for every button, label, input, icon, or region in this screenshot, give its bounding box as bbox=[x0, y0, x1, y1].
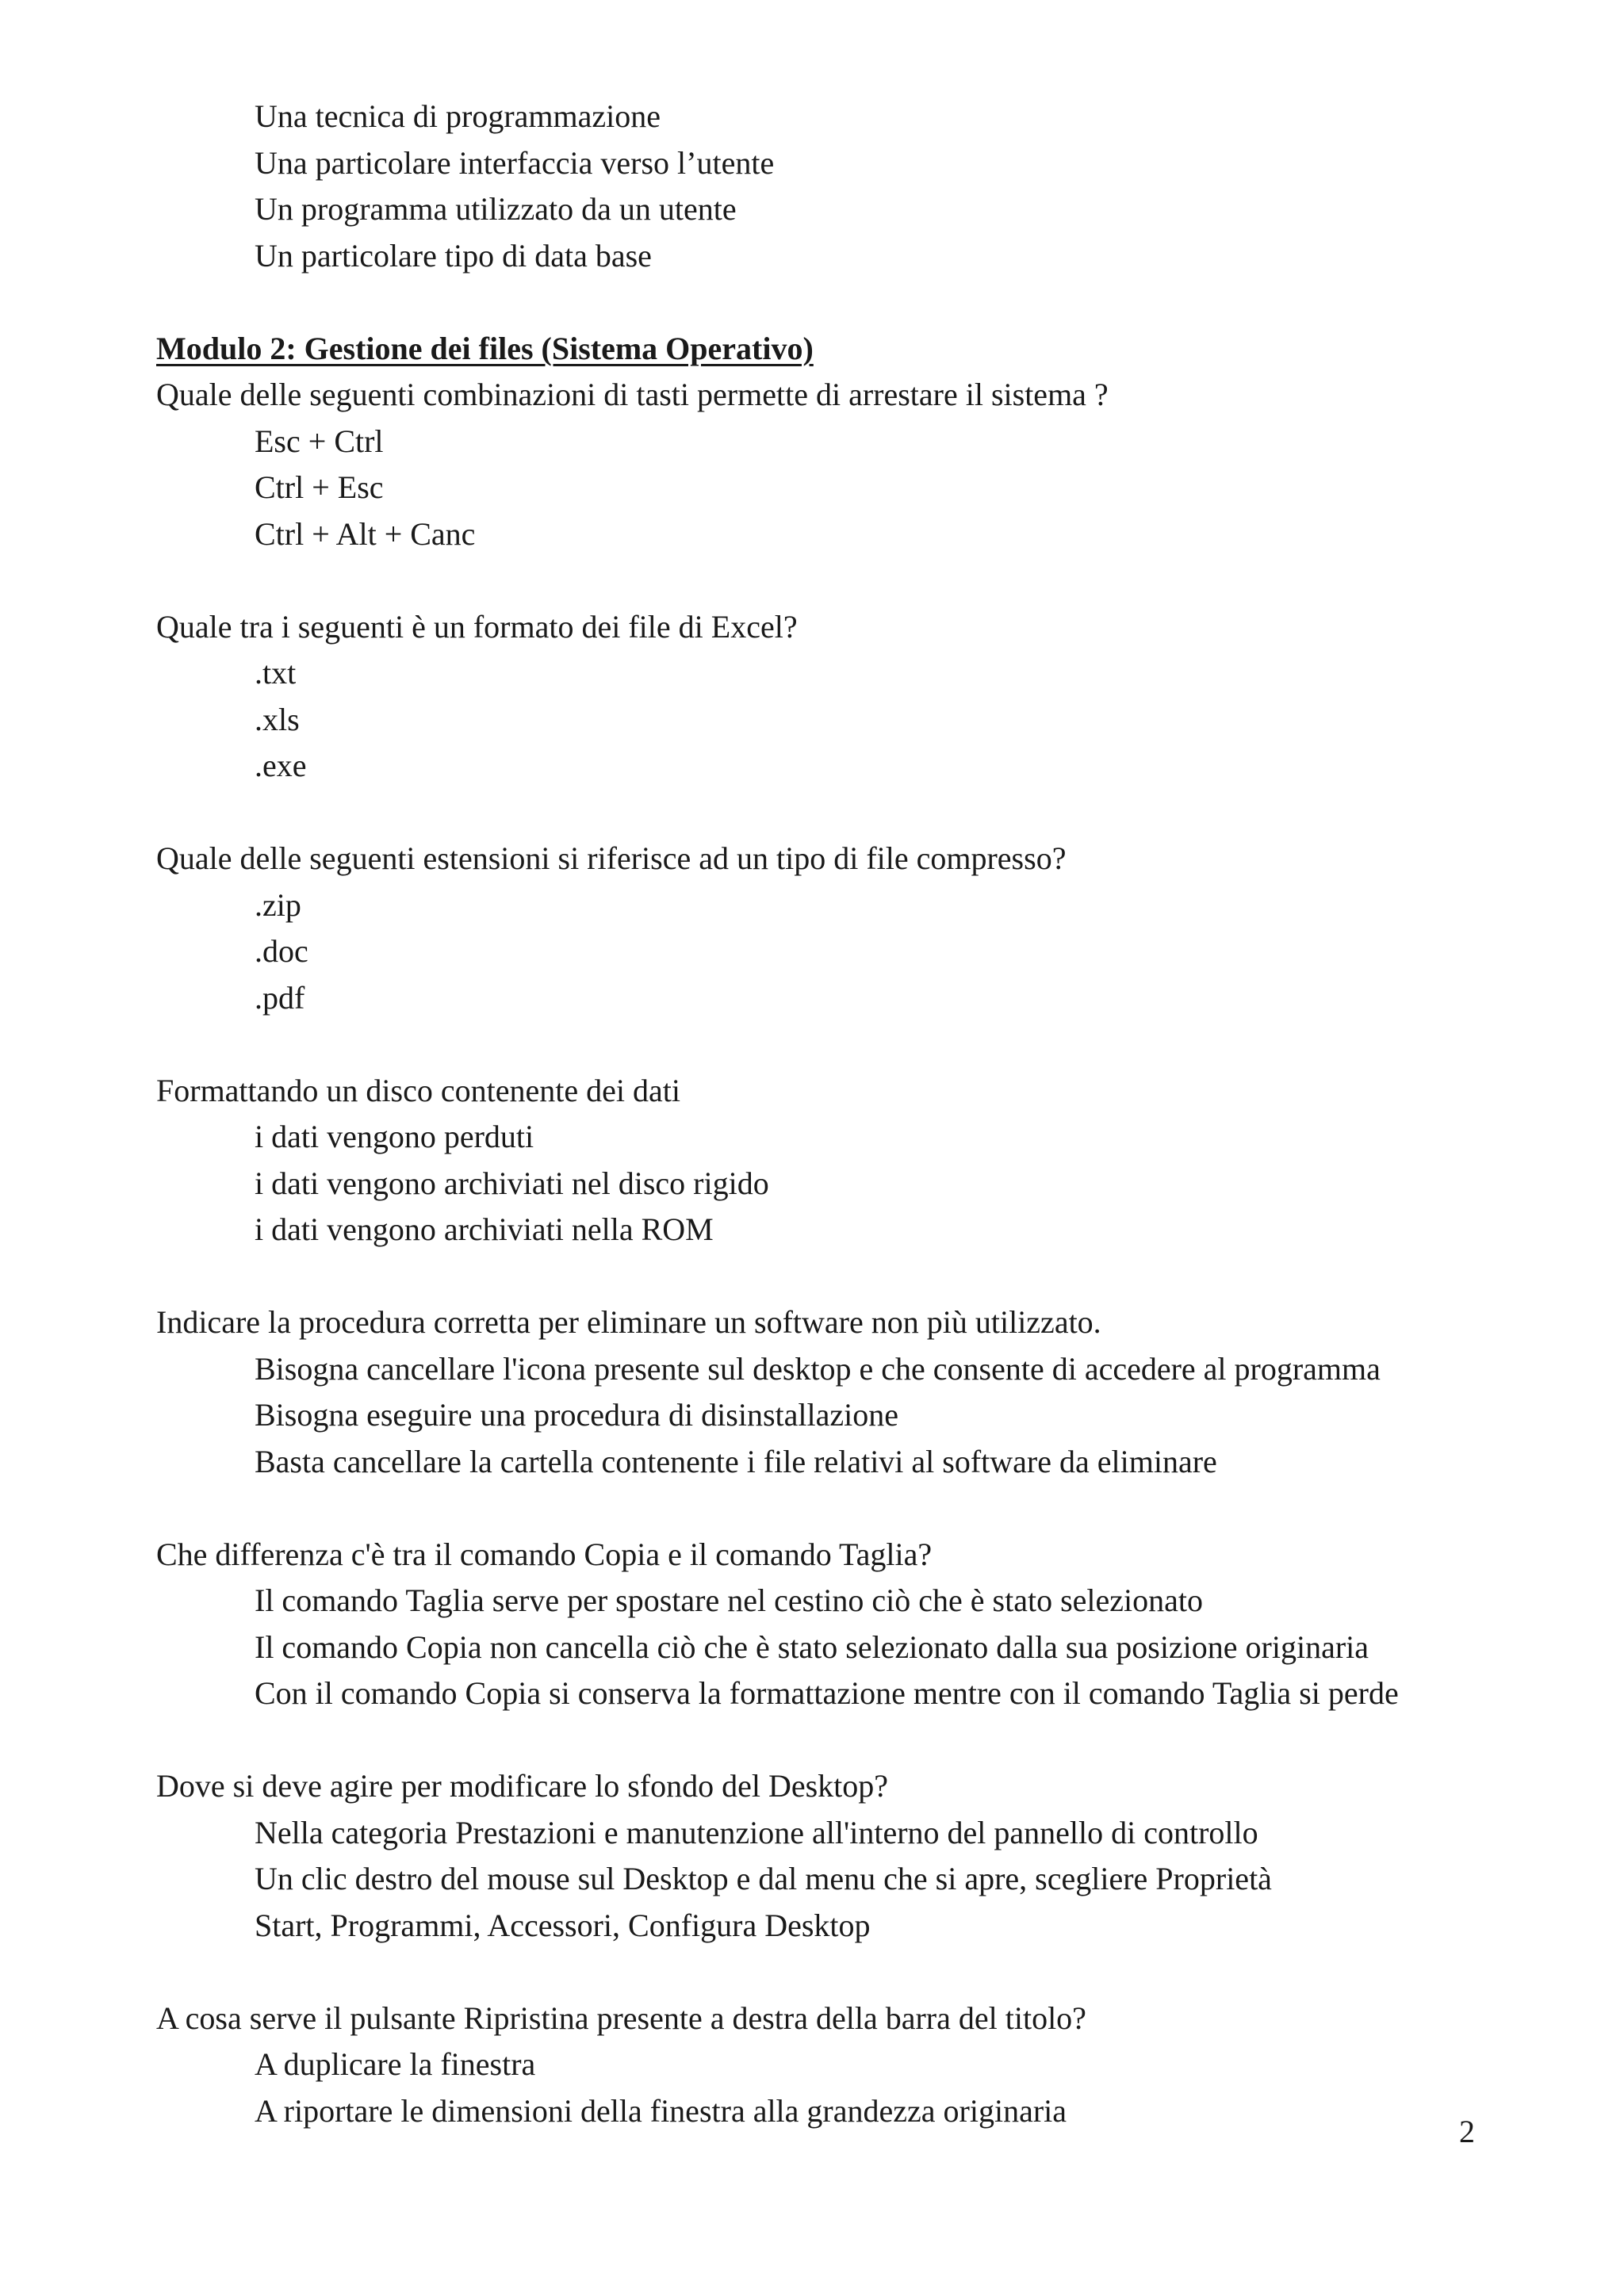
question-block bbox=[156, 1996, 1488, 2135]
option-text: i dati vengono archiviati nel disco rigido bbox=[255, 1165, 769, 1201]
question-text: Formattando un disco contenente dei dati bbox=[156, 1072, 680, 1108]
spacer bbox=[156, 1949, 1488, 1996]
option-text: A duplicare la finestra bbox=[255, 2046, 536, 2082]
question-text: Che differenza c'è tra il comando Copia e il comando Taglia? bbox=[156, 1536, 933, 1572]
spacer bbox=[156, 1021, 1488, 1068]
option-text: Ctrl + Esc bbox=[255, 469, 384, 505]
question-block bbox=[156, 1068, 1488, 1253]
option-text: Un programma utilizzato da un utente bbox=[255, 191, 737, 227]
question-block bbox=[156, 604, 1488, 790]
option-text: i dati vengono perduti bbox=[255, 1119, 534, 1154]
option-text: Nella categoria Prestazioni e manutenzione all'interno del pannello di controllo bbox=[255, 1814, 1258, 1850]
option-text: Ctrl + Alt + Canc bbox=[255, 515, 476, 552]
question-text: Quale delle seguenti estensioni si riferisce ad un tipo di file compresso? bbox=[156, 840, 1067, 876]
option-text: .doc bbox=[255, 933, 308, 969]
question-block bbox=[156, 1763, 1488, 1949]
question-text: A cosa serve il pulsante Ripristina presente a destra della barra del titolo? bbox=[156, 1999, 1086, 2036]
spacer bbox=[156, 1485, 1488, 1532]
spacer bbox=[156, 1253, 1488, 1300]
option-text: Bisogna cancellare l'icona presente sul desktop e che consente di accedere al programma bbox=[255, 1350, 1381, 1387]
option-text: .zip bbox=[255, 886, 301, 923]
option-text: Una tecnica di programmazione bbox=[255, 98, 661, 134]
question-text: Quale tra i seguenti è un formato dei file di Excel? bbox=[156, 608, 798, 645]
question-text: Indicare la procedura corretta per eliminare un software non più utilizzato. bbox=[156, 1304, 1101, 1340]
option-text: .pdf bbox=[255, 979, 305, 1016]
question-block bbox=[156, 1532, 1488, 1717]
option-text: Bisogna eseguire una procedura di disinstallazione bbox=[255, 1397, 898, 1433]
option-text: Un clic destro del mouse sul Desktop e dal menu che si apre, scegliere Proprietà bbox=[255, 1861, 1272, 1896]
question-text: Dove si deve agire per modificare lo sfondo del Desktop? bbox=[156, 1768, 889, 1804]
section-heading: Modulo 2: Gestione dei files (Sistema Operativo) bbox=[156, 330, 814, 366]
page-number: 2 bbox=[1459, 2114, 1475, 2149]
option-text: .exe bbox=[255, 748, 307, 783]
option-text: Esc + Ctrl bbox=[255, 423, 384, 459]
question-block bbox=[156, 1299, 1488, 1485]
page-content bbox=[156, 94, 1488, 2134]
spacer bbox=[156, 279, 1488, 326]
question-block bbox=[156, 836, 1488, 1021]
option-text: Un particolare tipo di data base bbox=[255, 237, 652, 274]
option-text: .xls bbox=[255, 701, 300, 737]
option-text: Il comando Copia non cancella ciò che è stato selezionato dalla sua posizione originaria bbox=[255, 1628, 1369, 1665]
option-text: Con il comando Copia si conserva la formattazione mentre con il comando Taglia si perde bbox=[255, 1675, 1399, 1711]
option-text: Una particolare interfaccia verso l’utente bbox=[255, 144, 775, 181]
spacer bbox=[156, 1717, 1488, 1764]
spacer bbox=[156, 790, 1488, 836]
spacer bbox=[156, 557, 1488, 604]
intro-options bbox=[156, 94, 1488, 279]
question-block bbox=[156, 372, 1488, 557]
question-text: Quale delle seguenti combinazioni di tasti permette di arrestare il sistema ? bbox=[156, 377, 1109, 412]
option-text: A riportare le dimensioni della finestra alla grandezza originaria bbox=[255, 2092, 1067, 2129]
option-text: .txt bbox=[255, 655, 297, 691]
option-text: Start, Programmi, Accessori, Configura Desktop bbox=[255, 1907, 871, 1943]
option-text: Basta cancellare la cartella contenente i file relativi al software da eliminare bbox=[255, 1443, 1217, 1479]
option-text: Il comando Taglia serve per spostare nel cestino ciò che è stato selezionato bbox=[255, 1582, 1204, 1618]
option-text: i dati vengono archiviati nella ROM bbox=[255, 1211, 714, 1247]
